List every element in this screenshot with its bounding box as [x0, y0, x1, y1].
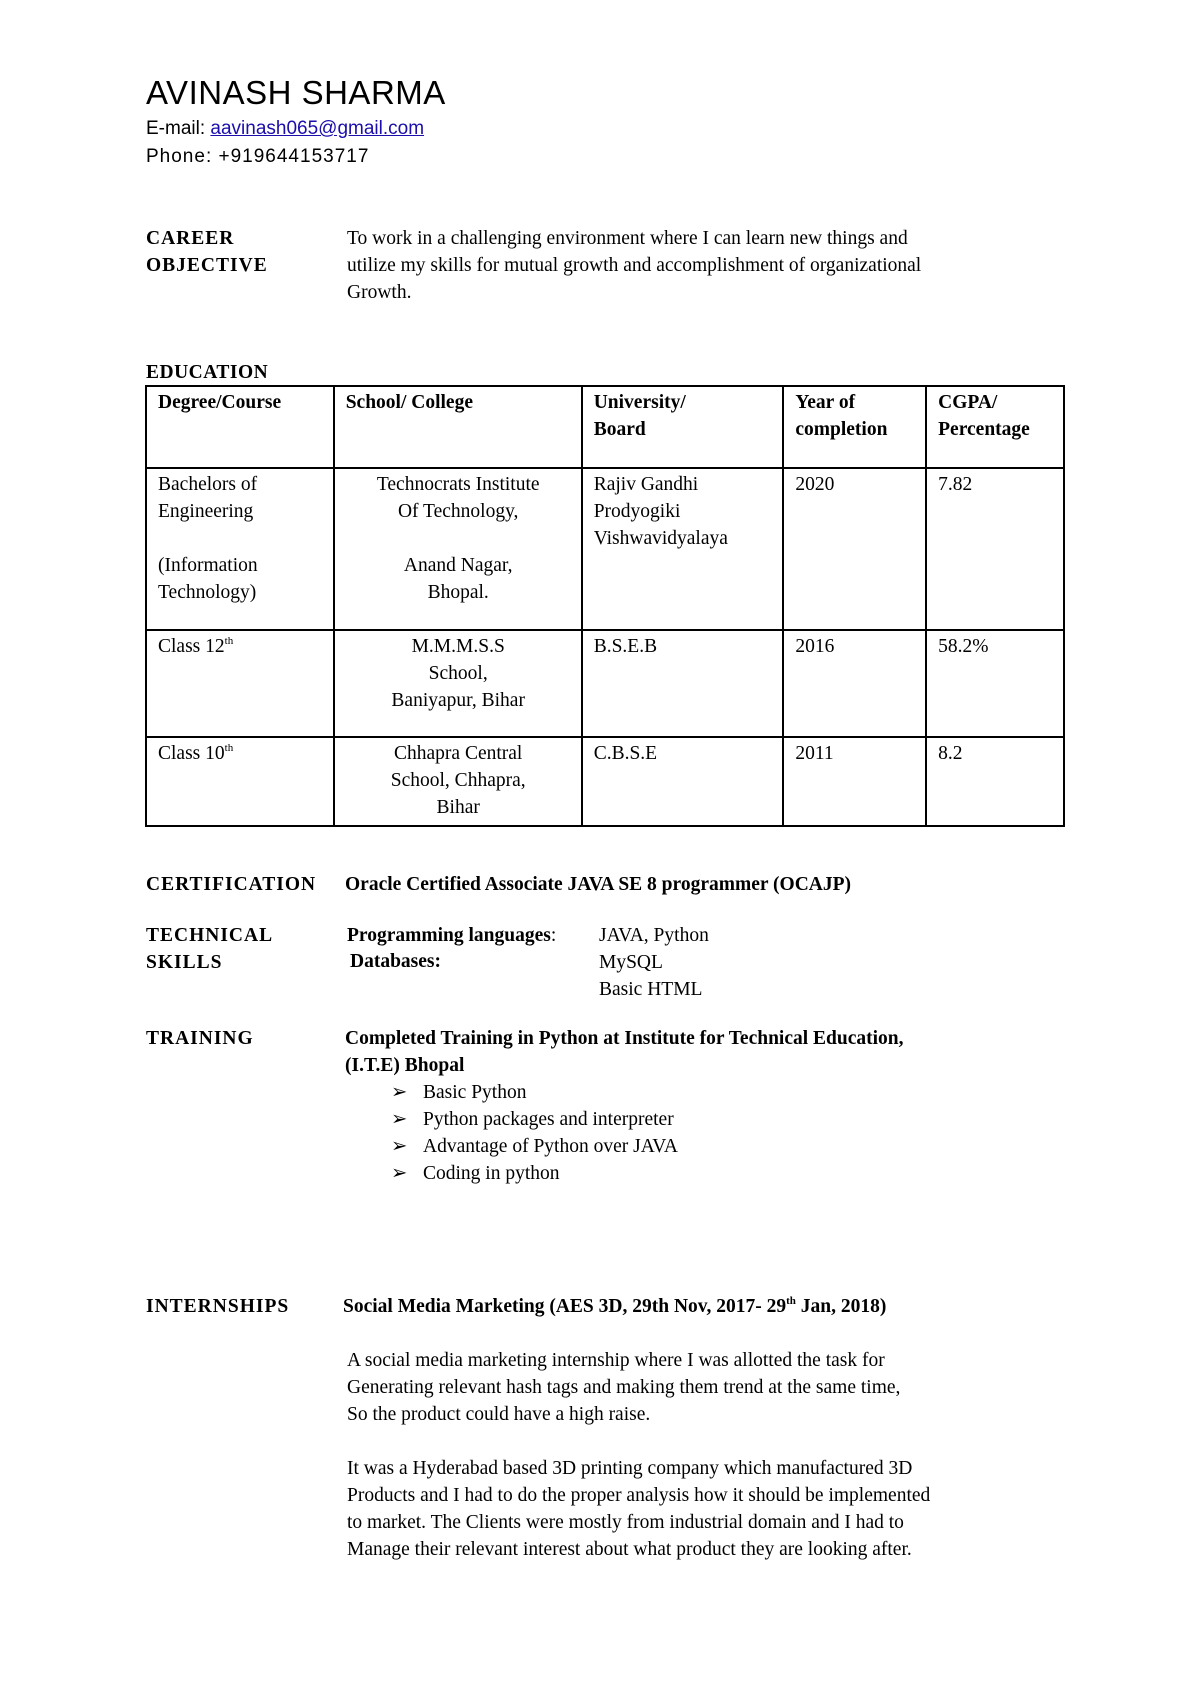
- header-year: Year of completion: [783, 386, 926, 468]
- cell-university: Rajiv Gandhi Prodyogiki Vishwavidyalaya: [582, 468, 784, 630]
- programming-languages-label: Programming languages:: [347, 925, 557, 946]
- internship-description: A social media marketing internship where I was allotted the task for Generating relevant hash tags and making them trend at the same time, So the product could have a high raise. It was a Hyderabad based 3D printing company which manufactured 3D Products and I had to do the proper analysis how it should be implemented to market. The Clients were mostly from industrial domain and I had to Manage their relevant interest about what product they are looking after.: [347, 1350, 931, 1560]
- cell-degree: Class 12th: [146, 630, 334, 737]
- internship-title: Social Media Marketing (AES 3D, 29th Nov, 2017- 29th Jan, 2018): [343, 1295, 887, 1317]
- training-heading: TRAINING: [146, 1028, 254, 1049]
- cell-degree: Class 10th: [146, 737, 334, 826]
- training-title-line2: (I.T.E) Bhopal: [345, 1055, 465, 1076]
- table-header-row: [146, 386, 1064, 468]
- phone-line: [146, 146, 369, 168]
- cell-year: 2011: [783, 737, 926, 826]
- header-university: University/ Board: [582, 386, 784, 468]
- cell-score: 58.2%: [926, 630, 1064, 737]
- candidate-name: AVINASH SHARMA: [146, 74, 446, 111]
- phone-label: Phone:: [146, 146, 219, 167]
- training-section: [345, 1025, 904, 1187]
- arrow-bullet-icon: ➢: [391, 1163, 408, 1184]
- email-line: [146, 118, 424, 140]
- arrow-bullet-icon: ➢: [391, 1136, 408, 1157]
- skills-values: [599, 922, 709, 1003]
- education-table: [145, 385, 1065, 827]
- certification-heading: CERTIFICATION: [146, 874, 317, 895]
- cell-score: 7.82: [926, 468, 1064, 630]
- databases-value: MySQL: [599, 952, 663, 973]
- email-link[interactable]: aavinash065@gmail.com: [210, 118, 425, 139]
- table-row: [146, 630, 1064, 737]
- header-cgpa: CGPA/ Percentage: [926, 386, 1064, 468]
- other-skill-value: Basic HTML: [599, 979, 703, 1000]
- education-heading: EDUCATION: [146, 362, 269, 383]
- phone-number: +919644153717: [218, 146, 370, 167]
- databases-label: Databases:: [350, 951, 441, 972]
- cell-school: M.M.M.S.S School, Baniyapur, Bihar: [334, 630, 582, 737]
- cell-score: 8.2: [926, 737, 1064, 826]
- arrow-bullet-icon: ➢: [391, 1109, 408, 1130]
- list-item: ➢ Advantage of Python over JAVA: [391, 1133, 904, 1160]
- header-degree: Degree/Course: [146, 386, 334, 468]
- cell-school: Technocrats Institute Of Technology, Anand Nagar, Bhopal.: [334, 468, 582, 630]
- cell-degree: Bachelors of Engineering (Information Technology): [146, 468, 334, 630]
- email-label: E-mail:: [146, 118, 211, 139]
- list-item: ➢ Basic Python: [391, 1079, 904, 1106]
- internships-heading: INTERNSHIPS: [146, 1296, 290, 1317]
- list-item: ➢ Python packages and interpreter: [391, 1106, 904, 1133]
- arrow-bullet-icon: ➢: [391, 1082, 408, 1103]
- cell-year: 2016: [783, 630, 926, 737]
- training-title-line1: Completed Training in Python at Institute for Technical Education,: [345, 1028, 904, 1049]
- list-item: ➢ Coding in python: [391, 1160, 904, 1187]
- table-row: [146, 468, 1064, 630]
- training-topics-list: [391, 1079, 904, 1187]
- cell-school: Chhapra Central School, Chhapra, Bihar: [334, 737, 582, 826]
- technical-skills-heading: TECHNICAL SKILLS: [146, 925, 274, 973]
- table-row: [146, 737, 1064, 826]
- header-school: School/ College: [334, 386, 582, 468]
- cell-university: B.S.E.B: [582, 630, 784, 737]
- career-objective-heading: CAREER OBJECTIVE: [146, 228, 268, 276]
- certification-text: Oracle Certified Associate JAVA SE 8 programmer (OCAJP): [345, 874, 852, 895]
- programming-languages-value: JAVA, Python: [599, 925, 709, 946]
- cell-year: 2020: [783, 468, 926, 630]
- career-objective-text: To work in a challenging environment where I can learn new things and utilize my skills for mutual growth and accomplishment of organizational Growth.: [347, 228, 922, 303]
- cell-university: C.B.S.E: [582, 737, 784, 826]
